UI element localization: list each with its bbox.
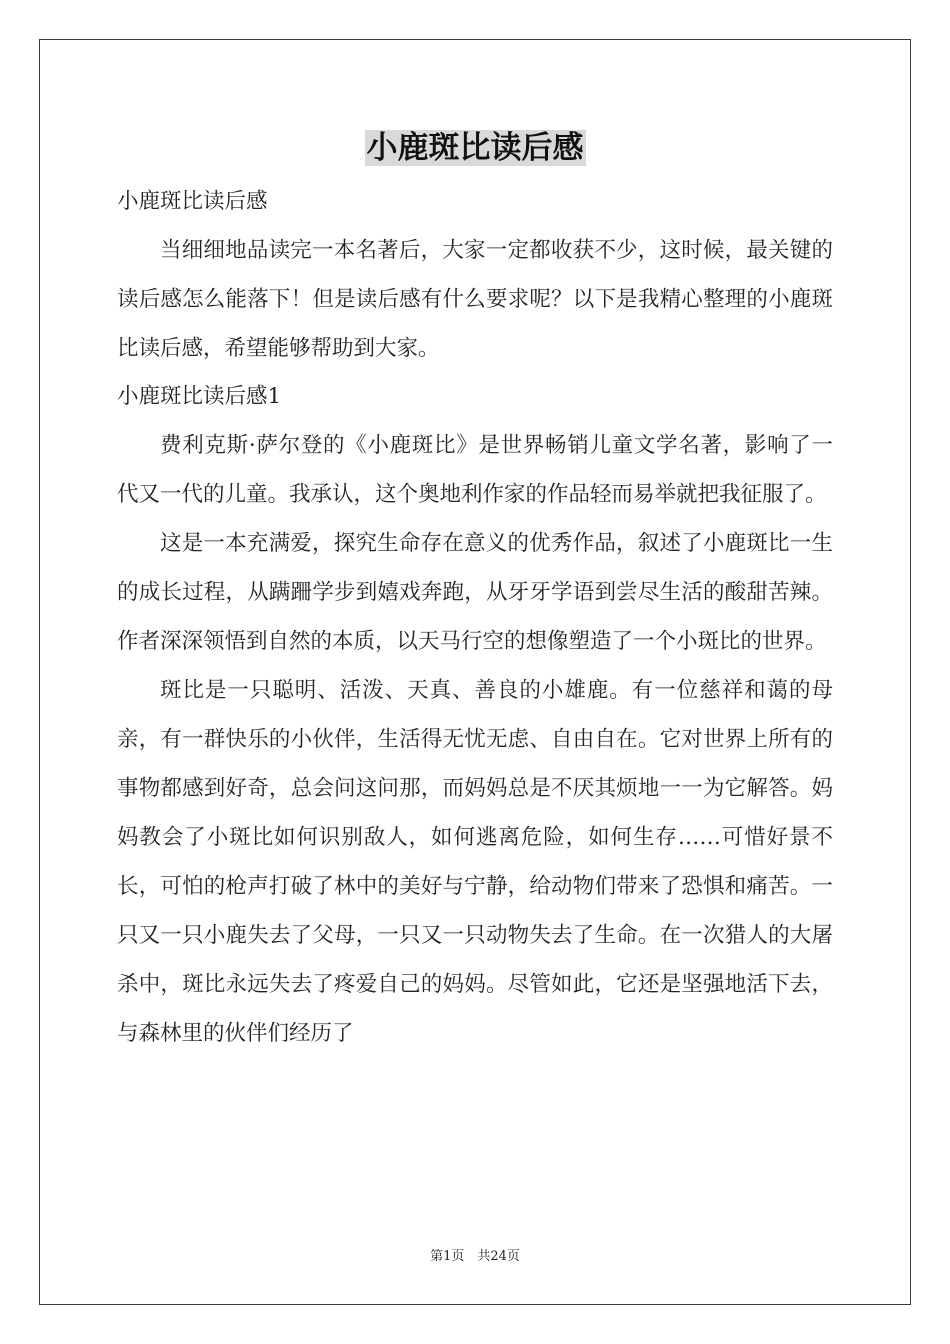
intro-paragraph: 当细细地品读完一本名著后，大家一定都收获不少，这时候，最关键的读后感怎么能落下！但是读后感有什么要求呢？以下是我精心整理的小鹿斑比读后感，希望能够帮助到大家。 <box>117 238 833 361</box>
section-heading: 小鹿斑比读后感1 <box>117 384 282 409</box>
body-paragraph: 这是一本充满爱，探究生命存在意义的优秀作品，叙述了小鹿斑比一生的成长过程，从蹒跚学步到嬉戏奔跑，从牙牙学语到尝尽生活的酸甜苦辣。作者深深领悟到自然的本质，以天马行空的想像塑造了一个小斑比的世界。 <box>117 531 833 654</box>
page-title <box>0 127 950 169</box>
body-paragraph: 斑比是一只聪明、活泼、天真、善良的小雄鹿。有一位慈祥和蔼的母亲，有一群快乐的小伙伴，生活得无忧无虑、自由自在。它对世界上所有的事物都感到好奇，总会问这问那，而妈妈总是不厌其烦地一一为它解答。妈妈教会了小斑比如何识别敌人，如何逃离危险，如何生存……可惜好景不长，可怕的枪声打破了林中的美好与宁静，给动物们带来了恐惧和痛苦。一只又一只小鹿失去了父母，一只又一只动物失去了生命。在一次猎人的大屠杀中，斑比永远失去了疼爱自己的妈妈。尽管如此，它还是坚强地活下去，与森林里的伙伴们经历了 <box>117 678 833 1046</box>
subtitle-paragraph: 小鹿斑比读后感 <box>117 189 268 214</box>
title-text: 小鹿斑比读后感 <box>366 130 584 166</box>
body-paragraph: 费利克斯·萨尔登的《小鹿斑比》是世界畅销儿童文学名著，影响了一代又一代的儿童。我承认，这个奥地利作家的作品轻而易举就把我征服了。 <box>117 433 833 507</box>
document-body <box>117 178 833 1058</box>
page-footer: 第1页 共24页 <box>430 1249 520 1264</box>
